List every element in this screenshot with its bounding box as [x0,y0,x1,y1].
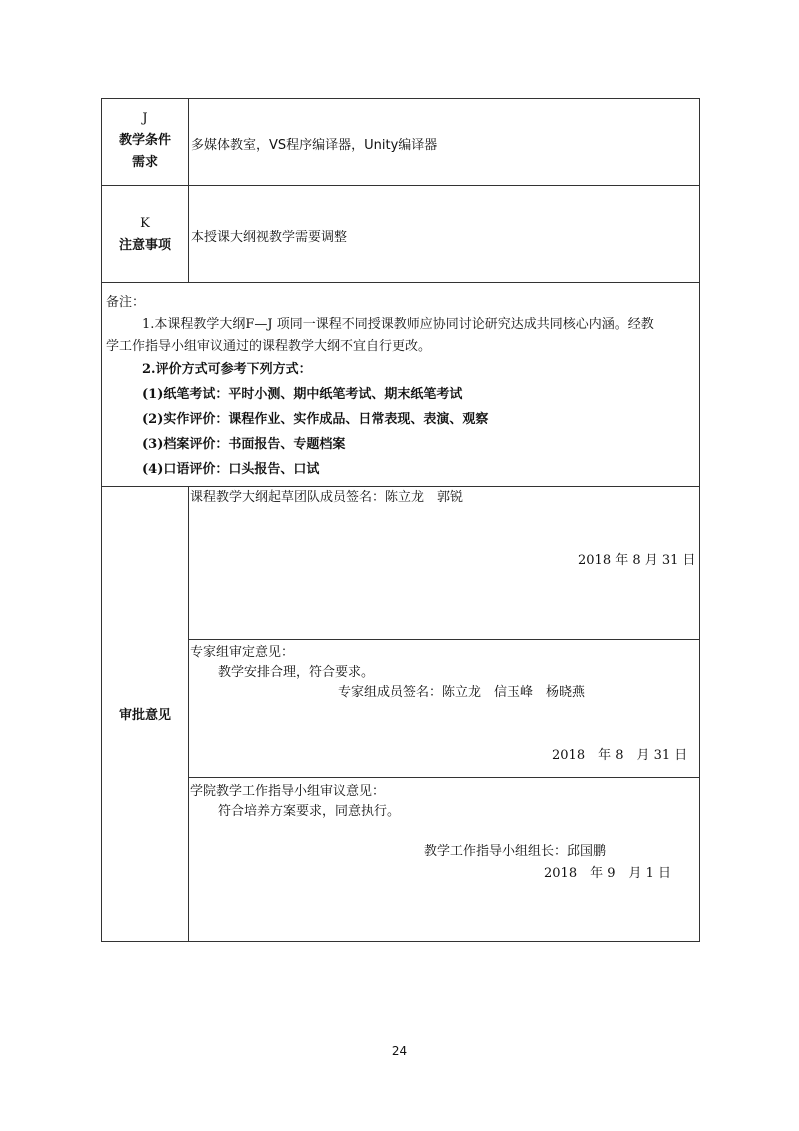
expert-opinion: 教学安排合理，符合要求。 [218,665,375,680]
row-j-label-line1: 教学条件 [118,133,171,148]
expert-heading: 专家组审定意见： [190,645,295,660]
row-divider [188,639,699,640]
row-k-code: K [140,216,150,231]
approval-label [102,705,188,727]
notes-item1-line1: 1.本课程教学大纲F—J 项同一课程不同授课教师应协同讨论研究达成共同核心内涵。经教 [142,317,654,332]
row-divider [102,185,699,186]
drafting-date: 2018 年 8 月 31 日 [578,553,696,568]
row-j-code: J [142,111,148,126]
row-j-label-line2: 需求 [131,155,158,170]
notes-heading: 备注： [106,295,146,310]
drafting-signature: 课程教学大纲起草团队成员签名：陈立龙 郭锐 [190,490,464,505]
row-j-content: 多媒体教室，VS程序编译器，Unity编译器 [191,138,438,153]
row-divider [188,777,699,778]
syllabus-table [101,98,700,942]
row-k-label-text: 注意事项 [118,238,171,253]
college-date: 2018 年 9 月 1 日 [544,866,672,881]
college-opinion: 符合培养方案要求，同意执行。 [218,804,401,819]
column-divider [188,99,189,282]
page-number: 24 [391,1044,408,1058]
notes-item2: 2.评价方式可参考下列方式： [142,362,312,377]
college-signature: 教学工作指导小组组长：邱国鹏 [424,844,607,859]
college-heading: 学院教学工作指导小组审议意见： [190,784,386,799]
eval-method: (1)纸笔考试：平时小测、期中纸笔考试、期末纸笔考试 [142,387,463,402]
row-k-label [102,213,188,257]
column-divider [188,486,189,941]
row-k-content: 本授课大纲视教学需要调整 [191,230,348,245]
expert-date: 2018 年 8 月 31 日 [552,748,688,763]
eval-method: (2)实作评价：课程作业、实作成品、日常表现、表演、观察 [142,412,489,427]
approval-label-text: 审批意见 [118,708,171,723]
eval-method: (4)口语评价：口头报告、口试 [142,462,320,477]
expert-signature: 专家组成员签名：陈立龙 信玉峰 杨晓燕 [338,685,586,700]
eval-method: (3)档案评价：书面报告、专题档案 [142,437,346,452]
row-divider [102,282,699,283]
notes-item1-line2: 学工作指导小组审议通过的课程教学大纲不宜自行更改。 [106,339,432,354]
row-j-label [102,108,188,174]
